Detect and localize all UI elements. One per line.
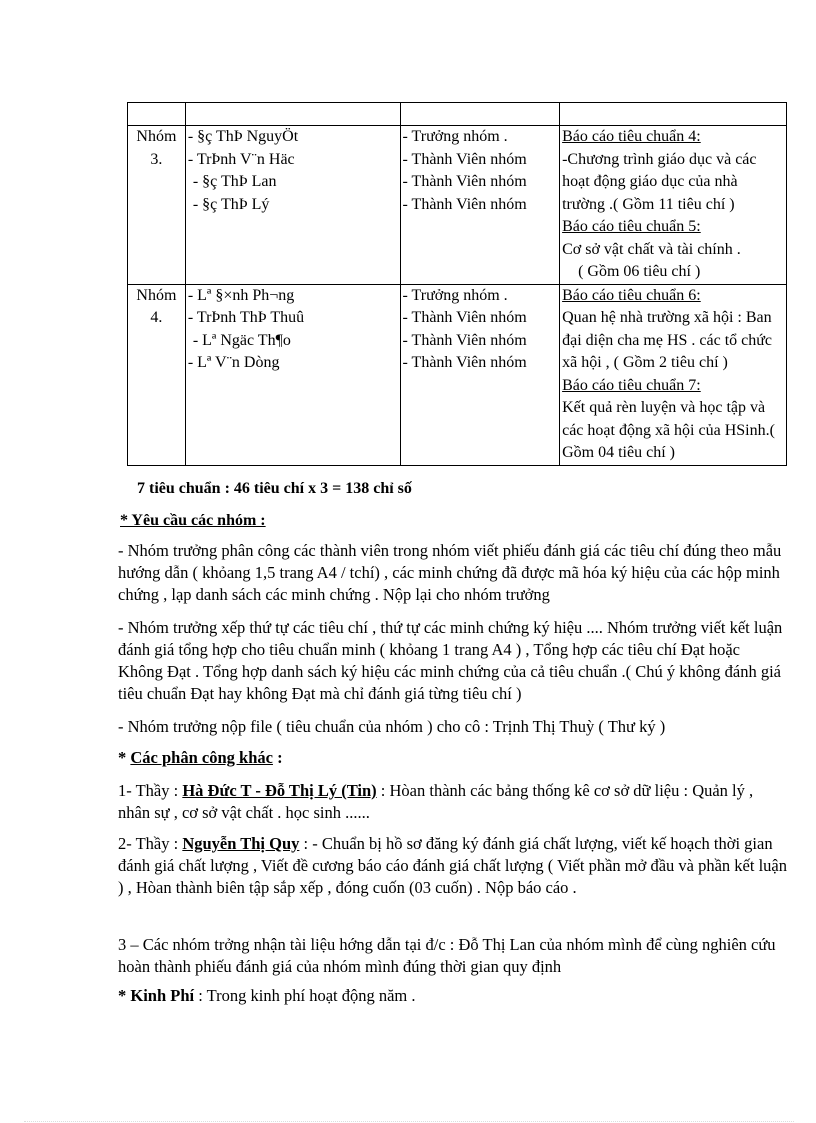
reports-cell: Báo cáo tiêu chuẩn 6: Quan hệ nhà trường xã hội : Ban đại diện cha mẹ HS . các tổ chức xã hội , ( Gồm 2 tiêu chí ) Báo cáo tiêu chuẩn 7: Kết quả rèn luyện và học tập và các hoạt động xã hội của HSinh.( Gồm 04 tiêu chí ) [560,284,787,465]
other-assignments-heading: * Các phân công khác : [118,748,283,767]
members-cell: - Lª §×nh Ph¬ng - TrÞnh ThÞ Thuû - Lª Ngäc Th¶o - Lª V¨n Dòng [185,284,400,465]
roles-cell: - Trưởng nhóm . - Thành Viên nhóm - Thành Viên nhóm - Thành Viên nhóm [400,126,560,285]
page-bottom-divider [24,1121,794,1122]
table-row-group-4 [128,284,787,465]
group-assignment-table [127,102,787,466]
reports-cell: Báo cáo tiêu chuẩn 4: -Chương trình giáo dục và các hoạt động giáo dục của nhà trường .( Gồm 11 tiêu chí ) Báo cáo tiêu chuẩn 5: Cơ sở vật chất và tài chính . ( Gồm 06 tiêu chí ) [560,126,787,285]
requirement-paragraph-3: - Nhóm trưởng nộp file ( tiêu chuẩn của nhóm ) cho cô : Trịnh Thị Thuỳ ( Thư ký ) [118,717,666,736]
table-header-row [128,103,787,126]
criteria-total: 7 tiêu chuẩn : 46 tiêu chí x 3 = 138 chỉ số [137,480,412,497]
assignment-2: 2- Thầy : Nguyễn Thị Quy : - Chuẩn bị hồ sơ đăng ký đánh giá chất lượng, viết kế hoạch thời gian đánh giá chất lượng , Viết đề cương báo cáo đánh giá chất lượng ( Viết phần mở đầu và phần kết luận ) , Hòan thành biên tập sắp xếp , đóng cuốn (03 cuốn) . Nộp báo cáo . [118,834,787,897]
group-cell: Nhóm 3. [128,126,186,285]
assignee-names: Hà Đức T - Đỗ Thị Lý (Tin) [182,781,377,800]
roles-cell: - Trưởng nhóm . - Thành Viên nhóm - Thành Viên nhóm - Thành Viên nhóm [400,284,560,465]
members-cell: - §ç ThÞ NguyÖt - TrÞnh V¨n Häc - §ç ThÞ Lan - §ç ThÞ Lý [185,126,400,285]
group-cell: Nhóm 4. [128,284,186,465]
assignment-3: 3 – Các nhóm trởng nhận tài liệu hớng dẫn tại đ/c : Đỗ Thị Lan của nhóm mình để cùng nghiên cứu hoàn thành phiếu đánh giá của nhóm mình đúng thời gian quy định [118,935,776,976]
funding-line: * Kinh Phí : Trong kinh phí hoạt động năm . [118,986,416,1005]
requirement-paragraph-2: - Nhóm trưởng xếp thứ tự các tiêu chí , thứ tự các minh chứng ký hiệu .... Nhóm trưởng viết kết luận đánh giá tổng hợp cho tiêu chuẩn minh ( khỏang 1 trang A4 ) , Tổng hợp các tiêu chí Đạt hoặc Không Đạt . Tổng hợp danh sách ký hiệu các minh chứng của cả tiêu chuẩn .( Chú ý không đánh giá tiêu chuẩn Đạt hay không Đạt mà chỉ đánh giá từng tiêu chí ) [118,618,783,703]
assignment-1: 1- Thầy : Hà Đức T - Đỗ Thị Lý (Tin) : Hòan thành các bảng thống kê cơ sở dữ liệu : Quản lý , nhân sự , cơ sở vật chất . học sinh ...... [118,781,754,822]
requirement-paragraph-1: - Nhóm trưởng phân công các thành viên trong nhóm viết phiếu đánh giá các tiêu chí đúng theo mẫu hướng dẫn ( khỏang 1,5 trang A4 / tchí) , các minh chứng đã được mã hóa ký hiệu của các hộp minh chứng , lạp danh sách các minh chứng . Nộp lại cho nhóm trưởng [118,541,782,604]
requirements-heading: * Yêu cầu các nhóm : [120,512,266,529]
table-row-group-3 [128,126,787,285]
assignee-names: Nguyễn Thị Quy [182,834,300,853]
